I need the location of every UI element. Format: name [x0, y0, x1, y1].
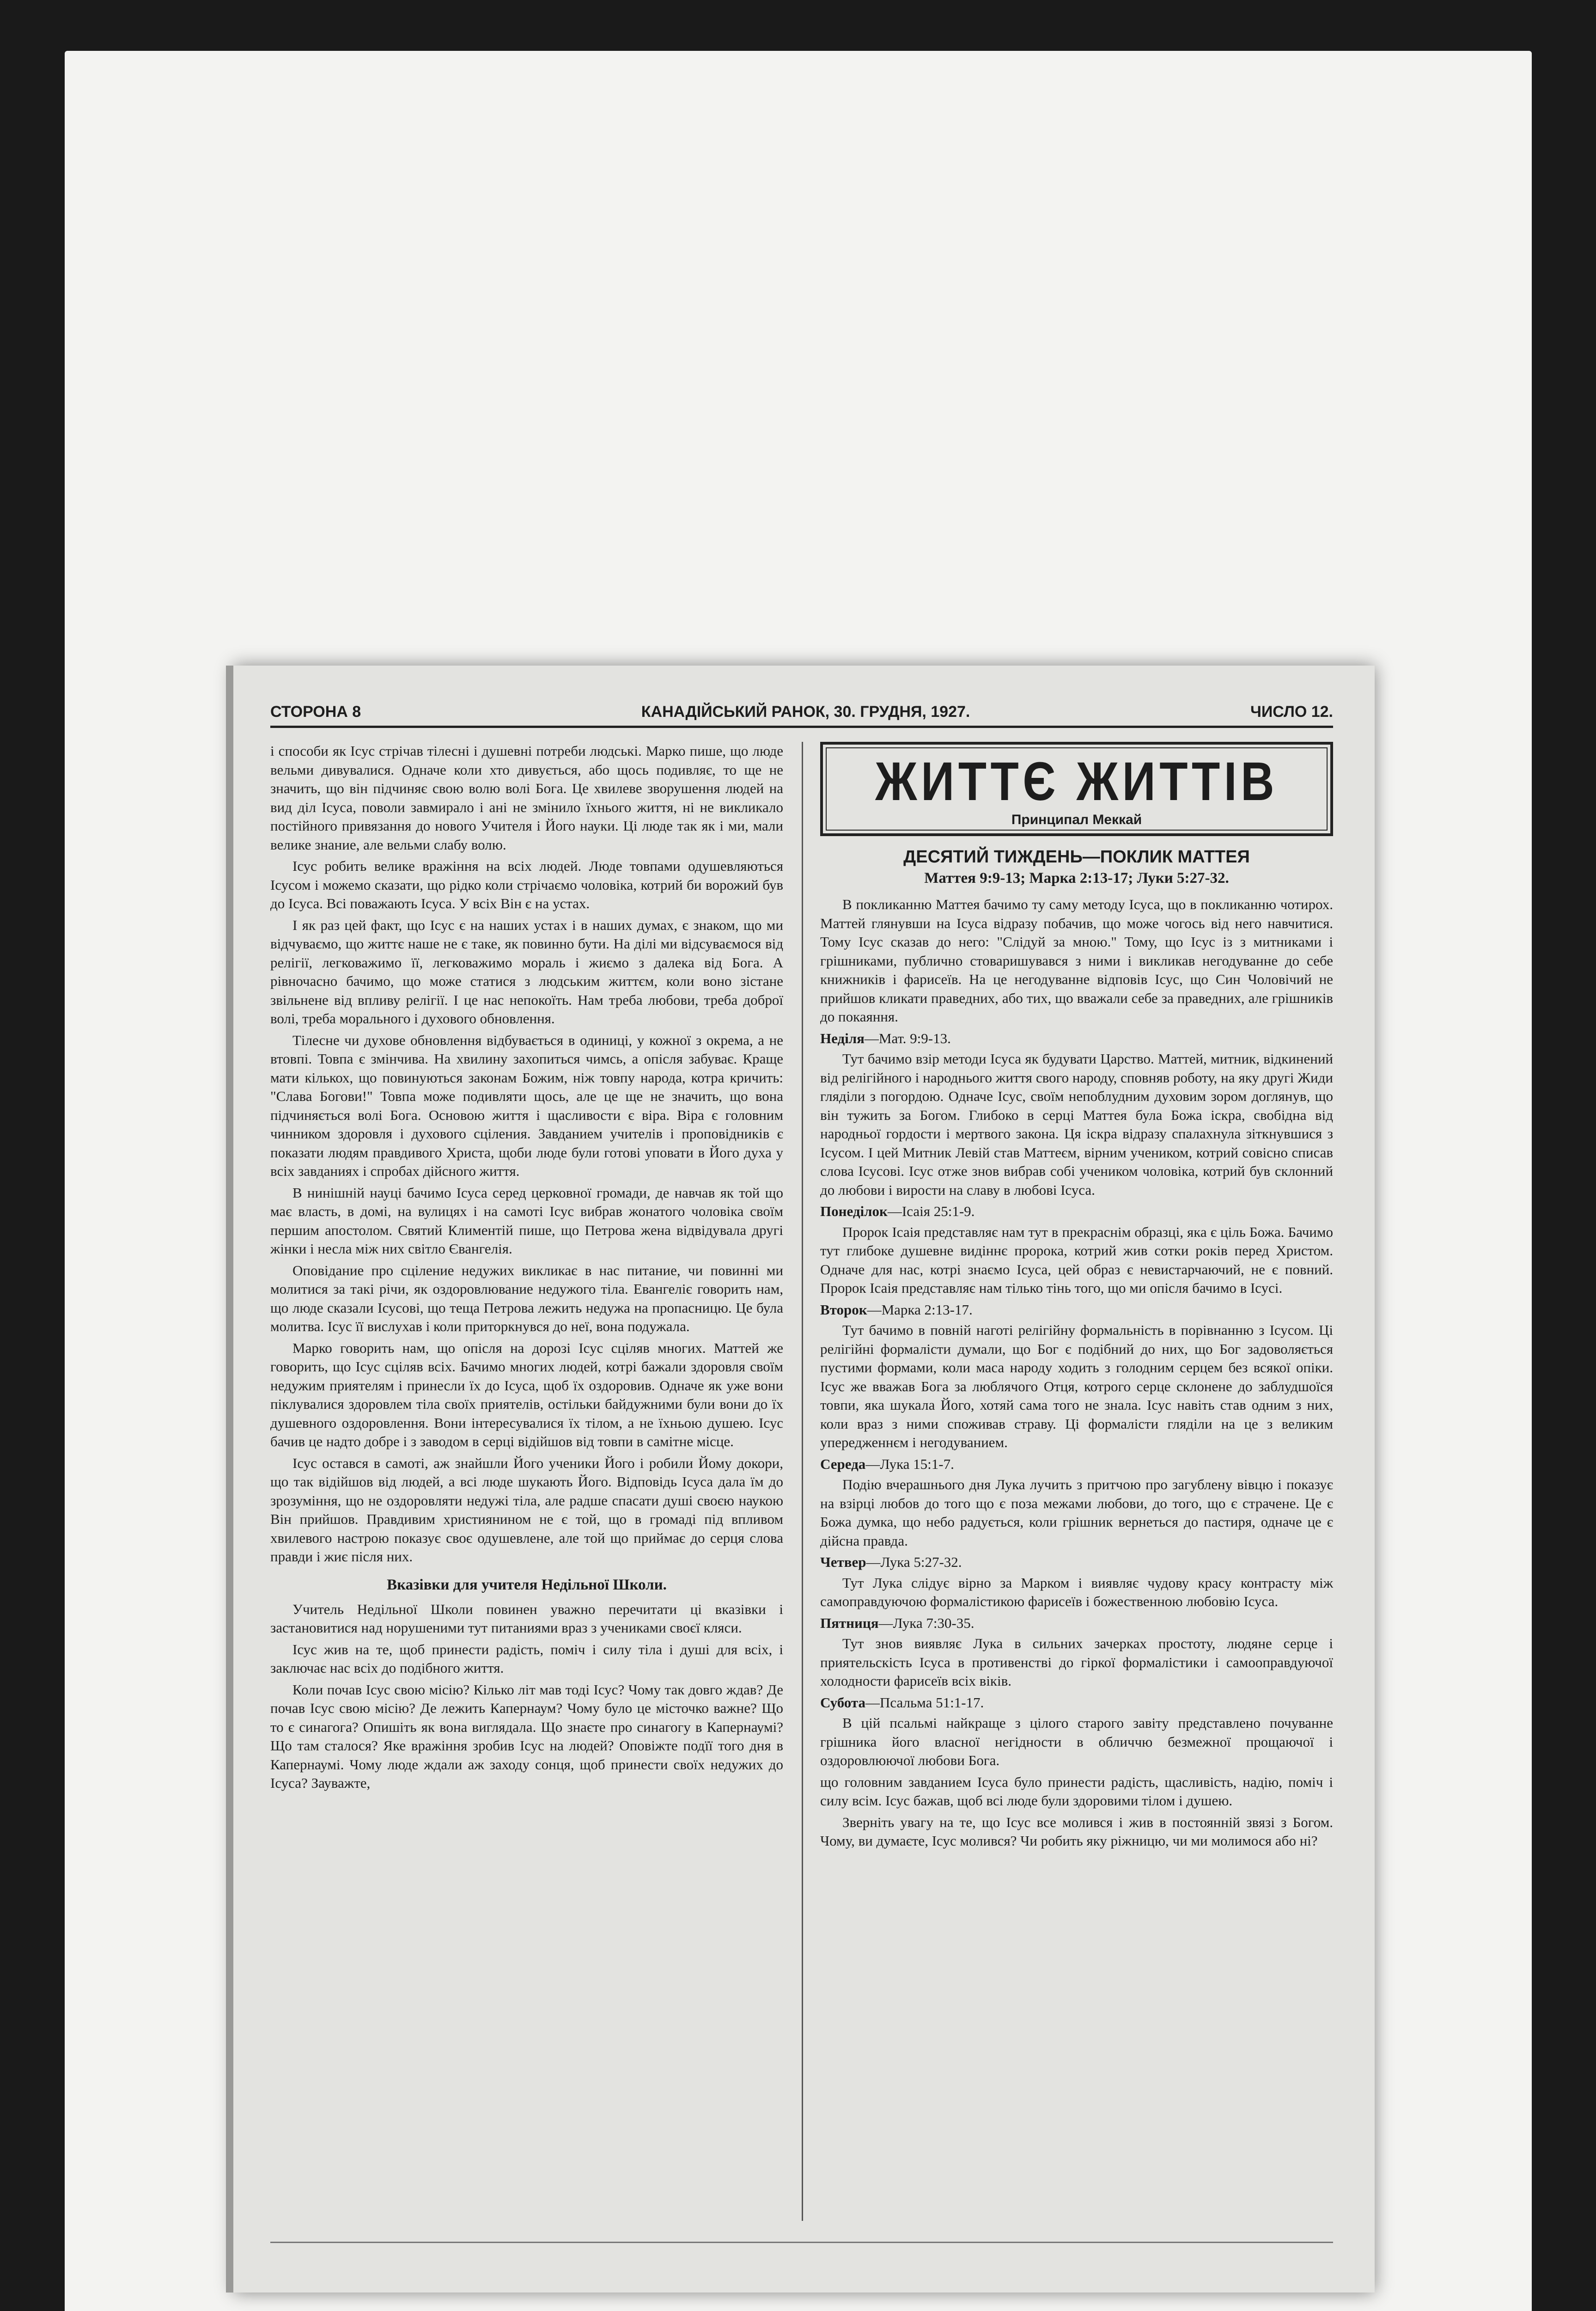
- day-reference: —Ісаія 25:1-9.: [887, 1203, 975, 1219]
- day-commentary: Тут Лука слідує вірно за Марком і виявляє чудову красу контрасту між самоправдуючою формалістикою фарисеїв і божественною любовію Ісуса.: [820, 1574, 1333, 1609]
- closing-paragraph: Зверніть увагу на те, що Ісус все молився і жив в постоянній звязі з Богом. Чому, ви думаєте, Ісус молився? Чи робить яку ріжницю, чи ми молимося або ні?: [820, 1814, 1333, 1849]
- article-paragraph: В нинішній науці бачимо Ісуса серед церковної громади, де навчав як той що має власть, в домі, на вулицях і на самоті Ісус вибрав жонатого чоловіка своїм першим апостолом. Святий Климентій пише, що Петрова жена відвідувала другі жінки і несла між них світло Євангелія.: [270, 1184, 783, 1257]
- day-name: Субота: [820, 1694, 865, 1711]
- lesson-title: ДЕСЯТИЙ ТИЖДЕНЬ—ПОКЛИК МАТТЕЯ: [903, 847, 1250, 867]
- day-name: Второк: [820, 1301, 867, 1318]
- day-commentary: Тут бачимо в повній наготі релігійну формальність в порівнанню з Ісусом. Ці релігійні формалісти думали, що Бог є подібний до них, що Бог задоволяється пустими формами, коли маса народу ходить з голодним серцем без всякої опіки. Ісус же вважав Бога за люблячого Отця, котрого серце склонене до заблудшоїся товпи, яка шукала Його, хотяй сама того не знала. Ісус навіть став одним з них, коли враз з ними споживав страву. Ці формалісти гляділи на це з великим упередженнєм і негодуванием.: [820, 1322, 1333, 1450]
- article-paragraph: Марко говорить нам, що опісля на дорозі Ісус сціляв многих. Маттей же говорить, що Ісус сціляв всіх. Бачимо многих людей, котрі бажали здоровля своїм недужим приятелям і принесли їх до Ісуса, щоб їх оздоровив. Одначе як уже вони піклувалися здоровлем тіла своїх приятелів, остільки байдужними були вони до їх душевного оздоровлення. Вони інтересувалися їх тілом, а не їхньою душею. Ісус бачив це надто добре і з заводом в серці відійшов від товпи в самітне місце.: [270, 1339, 783, 1449]
- right-column: [820, 742, 1333, 1853]
- day-reading-sunday: [820, 1029, 1333, 1048]
- newspaper-page: [233, 666, 1375, 2293]
- day-reading-friday: [820, 1614, 1333, 1633]
- teacher-section-heading: Вказівки для учителя Недільної Школи.: [387, 1576, 667, 1593]
- article-paragraph: Ісус робить велике вражіння на всіх людей. Люде товпами одушевляються Ісусом і можемо сказати, що рідко коли стрічаємо чоловіка, котрий би ворожий був до Ісуса. Всі поважають Ісуса. У всіх Він є на устах.: [270, 858, 783, 911]
- article-paragraph: І як раз цей факт, що Ісус є на наших устах і в наших думах, є знаком, що ми відчуваємо, що життє наше не є таке, як повинно бути. На ділі ми відсуваємося від релігії, легковажимо її, легковажимо мораль і жиємо з далека від Бога. А рівночасно бачимо, що може статися з людським життєм, коли воно зістане звільнене від впливу релігії. І це нас непокоїть. Нам треба любови, треба доброї волі, треба морального і духового обновлення.: [270, 917, 783, 1027]
- lesson-references: Маттея 9:9-13; Марка 2:13-17; Луки 5:27-32.: [924, 870, 1229, 886]
- feature-banner: [820, 742, 1333, 836]
- day-name: Четвер: [820, 1554, 866, 1570]
- banner-title: ЖИТТЄ ЖИТТІВ: [875, 751, 1279, 812]
- running-header: [270, 698, 1333, 728]
- day-reference: —Марка 2:13-17.: [867, 1301, 973, 1318]
- lesson-intro: В покликанню Маттея бачимо ту саму методу Ісуса, що в покликанню чотирох. Маттей глянувши на Ісуса відразу побачив, що може чогось від него навчитися. Тому Ісус сказав до него: "Слідуй за мною." Тому, що Ісус із з митниками і грішниками, публично стоваришувався з ними і викликав негодуванне до себе книжників і фарисеїв. На це негодуванне відповів Ісус, що Син Чоловічий не прийшов кликати праведних, або тих, що вважали себе за праведних, але грішників до покаяння.: [820, 896, 1333, 1025]
- day-commentary: В цій псальмі найкраще з цілого старого завіту представлено почуванне грішника його власної негідности в обличчю безмежної прощаючої і оздоровлюючої любови Бога.: [820, 1715, 1333, 1768]
- day-commentary: Пророк Ісаія представляє нам тут в прекраснім образці, яка є ціль Божа. Бачимо тут глибоке душевне видіннє пророка, котрий жив сотки років перед Христом. Одначе для нас, котрі знаємо Ісуса, цей образ є невистарчаючий, не є повний. Пророк Ісаія представляє нам тілько тінь того, що ми опісля бачимо в Ісусі.: [820, 1223, 1333, 1296]
- day-reading-saturday: [820, 1694, 1333, 1712]
- day-reference: —Мат. 9:9-13.: [864, 1030, 951, 1046]
- day-name: Пятниця: [820, 1614, 879, 1631]
- banner-author: Принципал Меккай: [1011, 812, 1142, 827]
- day-reference: —Лука 15:1-7.: [865, 1455, 954, 1472]
- day-reading-wednesday: [820, 1455, 1333, 1474]
- newspaper-masthead: КАНАДІЙСЬКИЙ РАНОК, 30. ГРУДНЯ, 1927.: [641, 703, 970, 721]
- article-paragraph: Тілесне чи духове обновлення відбувається в одиниці, у кожної з окрема, а не втовпі. Товпа є змінчива. На хвилину захопиться чимсь, а опісля забуває. Краще мати кількох, що повинуються законам Божим, ніж товпу народа, котра кричить: "Слава Богови!" Товпа може подивляти щось, але це ще не значить, що вона підчиняється волі Бога. Основою життя і щасливости є віра. Віра є головним чинником здоровля і духового сціления. Завданием учителів і проповідників є показати людям правдивого Христа, щоби люде були готові уповати в Його духа у всіх завданиях і спробах дійсного життя.: [270, 1032, 783, 1179]
- article-paragraph: Ісус остався в самоті, аж знайшли Його ученики Його і робили Йому докори, що так відійшов від людей, а всі люде шукають Його. Відповідь Ісуса дала їм до зрозуміння, що не оздоровляти недужі тіла, але радше спасати душі своєю наукою Він прийшов. Правдивим християнином не є той, що в громаді під впливом хвилевого настрою показує своє одушевлене, але той що приймає до серця слова правди і жиє після них.: [270, 1455, 783, 1565]
- teacher-paragraph: Учитель Недільної Школи повинен уважно перечитати ці вказівки і застановитися над норушеними тут питаниями враз з учениками своєї кляси.: [270, 1601, 783, 1636]
- closing-paragraph: що головним завданием Ісуса було принести радість, щасливість, надію, поміч і силу всім. Ісус бажав, щоб всі люде були здоровими тілом і душею.: [820, 1773, 1333, 1809]
- article-paragraph: і способи як Ісус стрічав тілесні і душевні потреби людські. Марко пише, що люде вельми дивувалися. Одначе коли хто дивується, або щось подивляє, то ще не значить, що він підчиняє свою волю волі Бога. Це хвилеве зворушення людей на вид діл Ісуса, поволи завмирало і ані не змінило їхнього життя, ні не викликало постійного привязання до нового Учителя і Його науки. Ці люде так як і ми, мали велике знание, але вельми слабу волю.: [270, 743, 783, 853]
- page-bottom-rule: [270, 2242, 1333, 2243]
- page-number-label: СТОРОНА 8: [270, 703, 361, 721]
- day-name: Понеділок: [820, 1203, 888, 1219]
- day-commentary: Тут знов виявляє Лука в сильних зачерках простоту, людяне серце і приятельскість Ісуса в противенстві до гіркої формалістики і самооправдуючої холодности фарисеїв всіх віків.: [820, 1635, 1333, 1689]
- day-reading-thursday: [820, 1553, 1333, 1572]
- day-reference: —Лука 5:27-32.: [866, 1554, 962, 1570]
- teacher-paragraph: Ісус жив на те, щоб принести радість, поміч і силу тіла і душі для всіх, і заключає нас всіх до подібного життя.: [270, 1641, 783, 1676]
- day-reference: —Лука 7:30-35.: [878, 1614, 975, 1631]
- day-name: Середа: [820, 1455, 866, 1472]
- day-commentary: Подію вчерашнього дня Лука лучить з притчою про загублену вівцю і показує на взірці любов до того що є поза межами любови, до того, що є страчене. Це є Божа думка, що небо радується, коли грішник вернеться до пастиря, одначе це є дійсна правда.: [820, 1476, 1333, 1549]
- left-column: [270, 742, 783, 1796]
- teacher-paragraph: Коли почав Ісус свою місію? Кілько літ мав тоді Ісус? Чому так довго ждав? Де почав Ісус свою місію? Де лежить Капернаум? Чому було це місточко важне? Що то є синагога? Опишіть як вона виглядала. Що знаєте про синагогу в Капернаумі? Що там сталося? Яке вражіння зробив Ісус на людей? Оповіжте подїї того дня в Капернаумі. Чому люде ждали аж заходу сонця, щоб принести своїх недужих до Ісуса? Зауважте,: [270, 1681, 783, 1791]
- day-commentary: Тут бачимо взір методи Ісуса як будувати Царство. Маттей, митник, відкинений від релігійного і народнього життя свого народу, сповняв роботу, на яку другі Жиди гляділи з погордою. Одначе Ісус, своїм непоблудним духовим зором доглянув, що він тужить за Богом. Глибоко в серці Маттея була Божа іскра, свобідна від народньої гордости і мертвого закона. Ця іскра відразу спалахнула зіткнувшися з Ісусом. І цей Митник Левій став Маттеєм, вірним учеником, котрий совісно списав слова Ісусові. Ісус отже знов вибрав собі учеником чоловіка, котрий був склонний до любови і вирости на славу в любові Ісуса.: [820, 1051, 1333, 1198]
- page-content: [270, 698, 1333, 2260]
- day-reference: —Псальма 51:1-17.: [865, 1694, 984, 1711]
- day-name: Неділя: [820, 1030, 865, 1046]
- issue-number-label: ЧИСЛО 12.: [1250, 703, 1333, 721]
- day-reading-monday: [820, 1202, 1333, 1221]
- article-paragraph: Оповідание про сціление недужих викликає в нас питание, чи повинні ми молитися за такі річи, як оздоровлювание недужого тіла. Евангеліє говорить нам, що люде сказали Ісусові, що теща Петрова лежить недужа на пропасницю. Це була молитва. Ісус її вислухав і коли приторкнувся до неї, вона подужала.: [270, 1262, 783, 1334]
- column-divider: [802, 742, 803, 2221]
- day-reading-tuesday: [820, 1301, 1333, 1320]
